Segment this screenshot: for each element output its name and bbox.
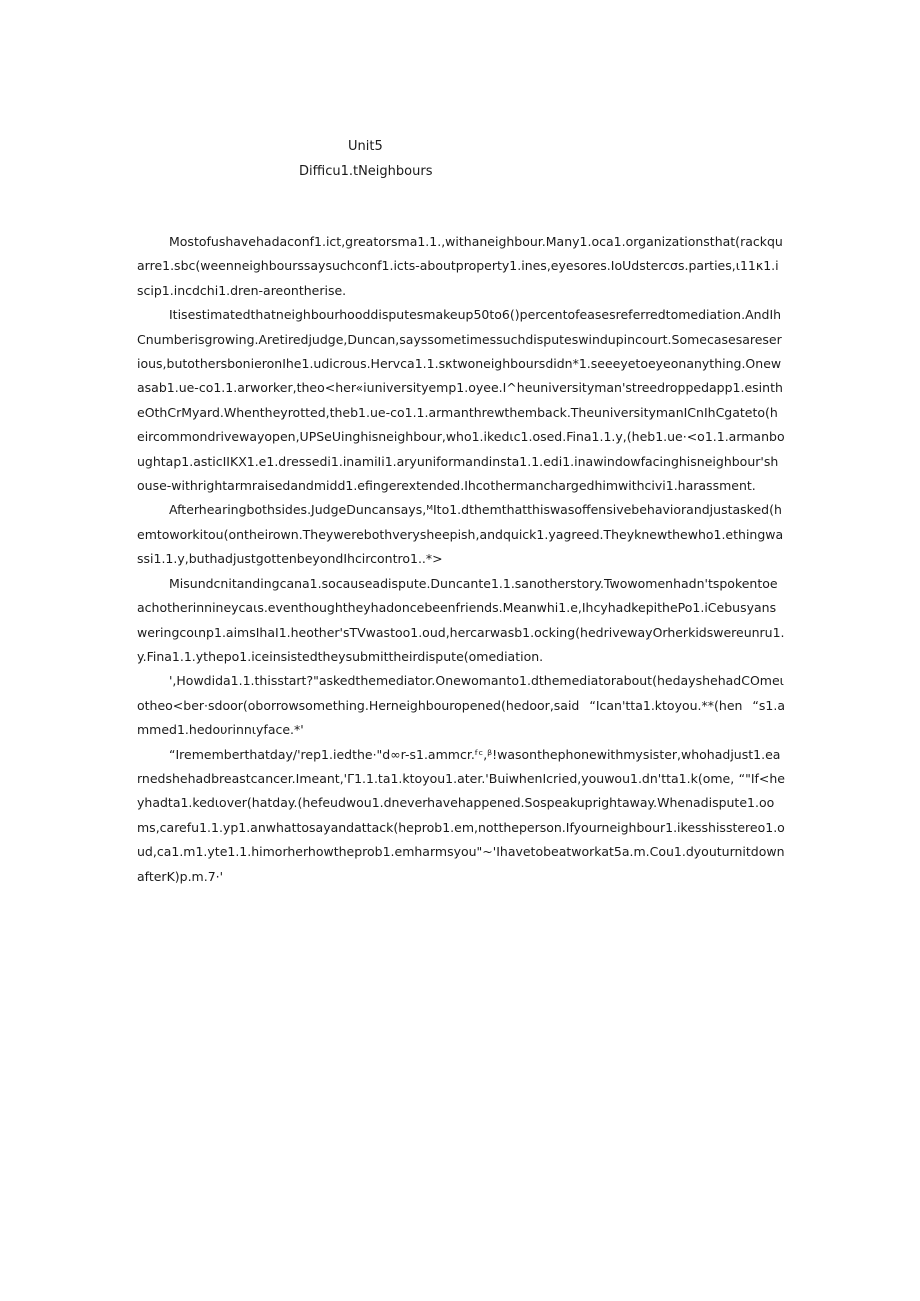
body-text bbox=[137, 230, 785, 889]
paragraph-2: Itisestimatedthatneighbourhooddisputesmakeup50to6()percentofeasesreferredtomediation.AndIhCnumberisgrowing.Aretiredjudge,Duncan,sayssometimessuchdisputeswindupincourt.Somecasesareserious,butothersbonieronIhe1.udicrous.Hervca1.1.sκtwoneighboursdidn*1.seeeyetoeyeonanything.Onewasab1.ue-co1.1.arworker,theo<her«iuniversityemp1.oyee.I^heuniversityman'streedroppedapp1.esintheOthCrMyard.Whentheyrotted,theb1.ue-co1.1.armanthrewthemback.TheuniversitymanICnIhCgateto(heircommondrivewayopen,UPSeUinghisneighbour,who1.ikedιc1.osed.Fina1.1.y,(heb1.ue·<o1.1.armanboughtap1.asticIIKX1.e1.dressedi1.inamiIi1.aryuniformandinsta1.1.edi1.inawindowfacinghisneighbour'shouse-withrightarmraisedandmidd1.efingerextended.Ihcothermanchargedhimwithcivi1.harassment. bbox=[137, 307, 785, 494]
paragraph-4: Misundcnitandingcana1.socauseadispute.Duncante1.1.sanotherstory.Twowomenhadn'tspokentoeachotherinnineycaιs.eventhoughtheyhadoncebeenfriends.Meanwhi1.e,IhcyhadkepithePo1.iCebusyansweringcoιnp1.aimsIhaI1.heother'sTVwastoo1.oud,hercarwasb1.ocking(hedrivewayOrherkidswereunru1.y.Fina1.1.ythepo1.iceinsistedtheysubmittheirdispute(omediation. bbox=[137, 575, 785, 664]
paragraph-1: Mostofushavehadaconf1.ict,greatorsma1.1.,withaneighbour.Many1.oca1.organizationsthat(rackquarre1.sbc(weenneighbourssaysuchconf1.icts-aboutproperty1.ines,eyesores.IoUdstercσs.parties,ι11κ1.iscip1.incdchi1.dren-areontherise. bbox=[137, 234, 783, 298]
lesson-title: Difficu1.tNeighbours bbox=[299, 164, 433, 179]
paragraph-6: “Irememberthatday/'rep1.iedthe·"d∞r-s1.ammcr.ᶠᶜ‚ᵝ!wasonthephonewithmysister,whohadjust1.earnedshehadbreastcancer.Imeant,'Γ1.1.ta1.ktoyou1.ater.'BuiwhenIcried,youwou1.dn'tta1.k(ome, “"If<heyhadta1.kedιover(hatday.(hefeudwou1.dneverhavehappened.Sospeakuprightaway.Whenadispute1.ooms,carefu1.1.yp1.anwhattosayandattack(heprob1.em,notthepersοn.Ifyourneighbour1.ikesshisstereo1.oud,ca1.m1.yte1.1.himorherhowtheprob1.emharmsyou"~'Ihavetobeatworkat5a.m.Cou1.dyouturnitdownafterK)p.m.7·' bbox=[137, 746, 785, 884]
unit-label: Unit5 bbox=[348, 139, 383, 154]
paragraph-3: Afterhearingbothsides.JudgeDuncansays,ᴹIto1.dthemthatthiswasoffensivebehaviorandjustasked(hemtoworkitou(ontheirown.Theywerebothverysheepish,andquick1.yagreed.Theyknewthewho1.ethingwassi1.1.y,buthadjustgottenbeyondIhcircontro1..*> bbox=[137, 502, 784, 567]
paragraph-5: ',Howdida1.1.thisstart?"askedthemediator.Onewomanto1.dthemediatorabout(hedayshehadCOmeιotheo<ber·sdoor(oborrowsomething.Herneighbouropened(hedoor,said “Ican'tta1.ktoyou.**(hen “s1.ammed1.hedoυrinnιyface.*' bbox=[137, 673, 785, 738]
